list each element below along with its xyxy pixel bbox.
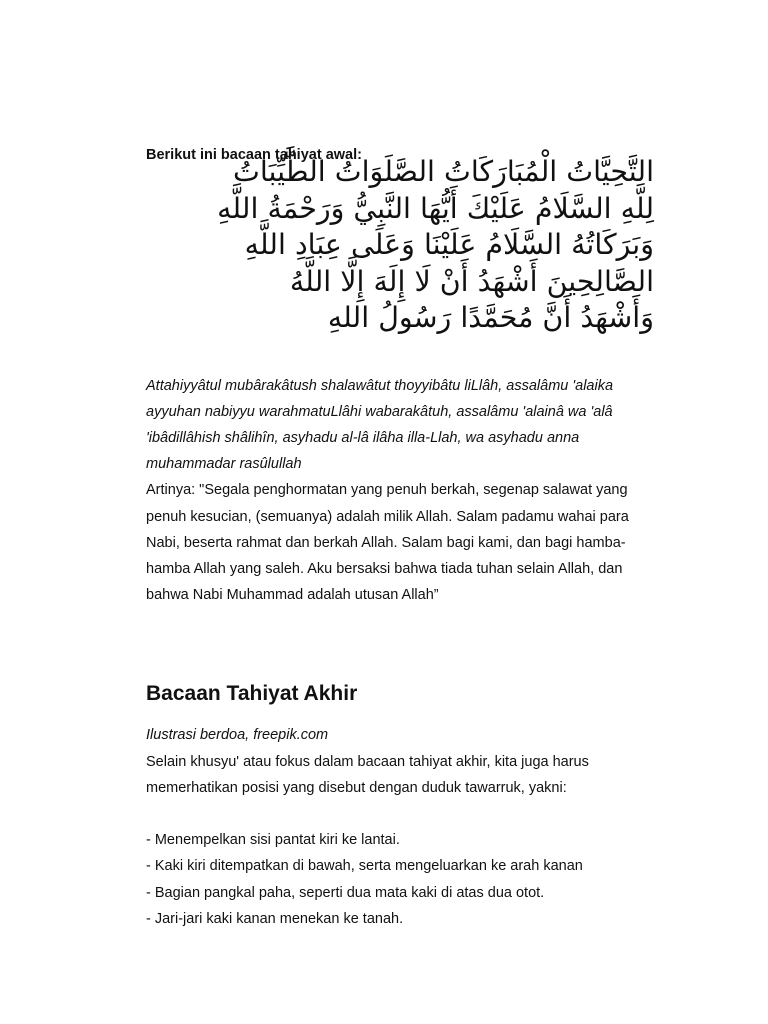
list-item: - Kaki kiri ditempatkan di bawah, serta mengeluarkan ke arah kanan — [146, 858, 583, 875]
arabic-line: وَأَشْهَدُ أَنَّ مُحَمَّدًا رَسُولُ اللهِ — [327, 301, 654, 334]
intro-text: Berikut ini bacaan tahiyat awal: — [146, 147, 362, 163]
arabic-line: لِلَّهِ السَّلَامُ عَلَيْكَ أَيُّهَا النَّبِيُّ وَرَحْمَةُ اللَّهِ — [217, 191, 654, 225]
list-item: - Jari-jari kaki kanan menekan ke tanah. — [146, 910, 404, 927]
meaning-text: Artinya: "Segala penghormatan yang penuh berkah, segenap salawat yang penuh kesucian, (semuanya) adalah milik Allah. Salam padamu wahai para Nabi, beserta rahmat dan berkah Allah. Salam bagi kami, dan bagi hamba-hamba Allah yang saleh. Aku bersaksi bahwa tiada tuhan selain Allah, dan bahwa Nabi Muhammad adalah utusan Allah” — [146, 482, 629, 604]
arabic-tahiyat-text — [146, 154, 654, 337]
arabic-line: وَبَرَكَاتُهُ السَّلَامُ عَلَيْنَا وَعَلَى عِبَادِ اللَّهِ — [244, 228, 654, 261]
list-item: - Bagian pangkal paha, seperti dua mata kaki di atas dua otot. — [146, 884, 545, 901]
image-caption: Ilustrasi berdoa, freepik.com — [146, 727, 329, 744]
arabic-line: التَّحِيَّاتُ الْمُبَارَكَاتُ الصَّلَوَاتُ الطَّيِّبَاتُ — [232, 155, 654, 188]
section-body-text: Selain khusyu' atau fokus dalam bacaan tahiyat akhir, kita juga harus memerhatikan posisi yang disebut dengan duduk tawarruk, yakni: — [146, 753, 589, 796]
section-heading: Bacaan Tahiyat Akhir — [146, 682, 358, 706]
transliteration-text: Attahiyyâtul mubârakâtush shalawâtut thoyyibâtu liLlâh, assalâmu 'alaika ayyuhan nabiyyu warahmatuLlâhi wabarakâtuh, assalâmu 'alainâ wa 'alâ 'ibâdillâhish shâlihîn, asyhadu al-lâ ilâha illa-Llah, wa asyhadu anna muhammadar rasûlullah — [146, 377, 614, 473]
document-page — [146, 146, 656, 932]
list-item: - Menempelkan sisi pantat kiri ke lantai. — [146, 832, 400, 849]
arabic-line: الصَّالِحِينَ أَشْهَدُ أَنْ لَا إِلَهَ إِلَّا اللَّهُ — [289, 264, 654, 298]
position-list — [146, 827, 656, 932]
